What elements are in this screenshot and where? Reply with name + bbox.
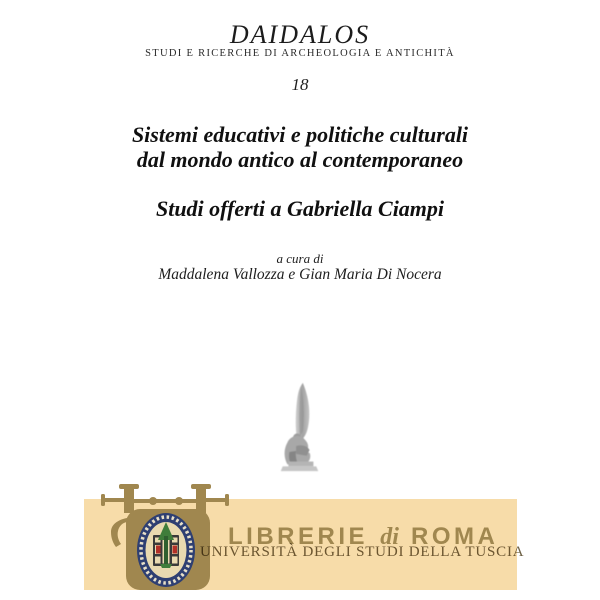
series-subtitle: STUDI E RICERCHE DI ARCHEOLOGIA E ANTICHITÀ [145,48,455,59]
book-title-line1: Sistemi educativi e politiche culturali [131,122,469,147]
bookstore-word-librerie: LIBRERIE [228,523,369,550]
issue-number: 18 [291,75,309,94]
dedication-title: Studi offerti a Gabriella Ciampi [155,196,445,221]
university-seal-icon [137,513,195,587]
series-title: DAIDALOS [229,20,371,49]
bookstore-word-roma: ROMA [411,523,499,550]
seated-statue-icon [275,380,323,473]
university-name: UNIVERSITÀ DEGLI STUDI DELLA TUSCIA [200,544,525,560]
printing-press-logo-icon [100,484,230,592]
bookstore-word-di: di [380,524,399,550]
book-title [0,122,600,172]
edited-by-label: a cura di [276,251,324,266]
book-title-line2: dal mondo antico al contemporaneo [136,147,464,172]
editors-names: Maddalena Vallozza e Gian Maria Di Nocera [158,266,442,283]
